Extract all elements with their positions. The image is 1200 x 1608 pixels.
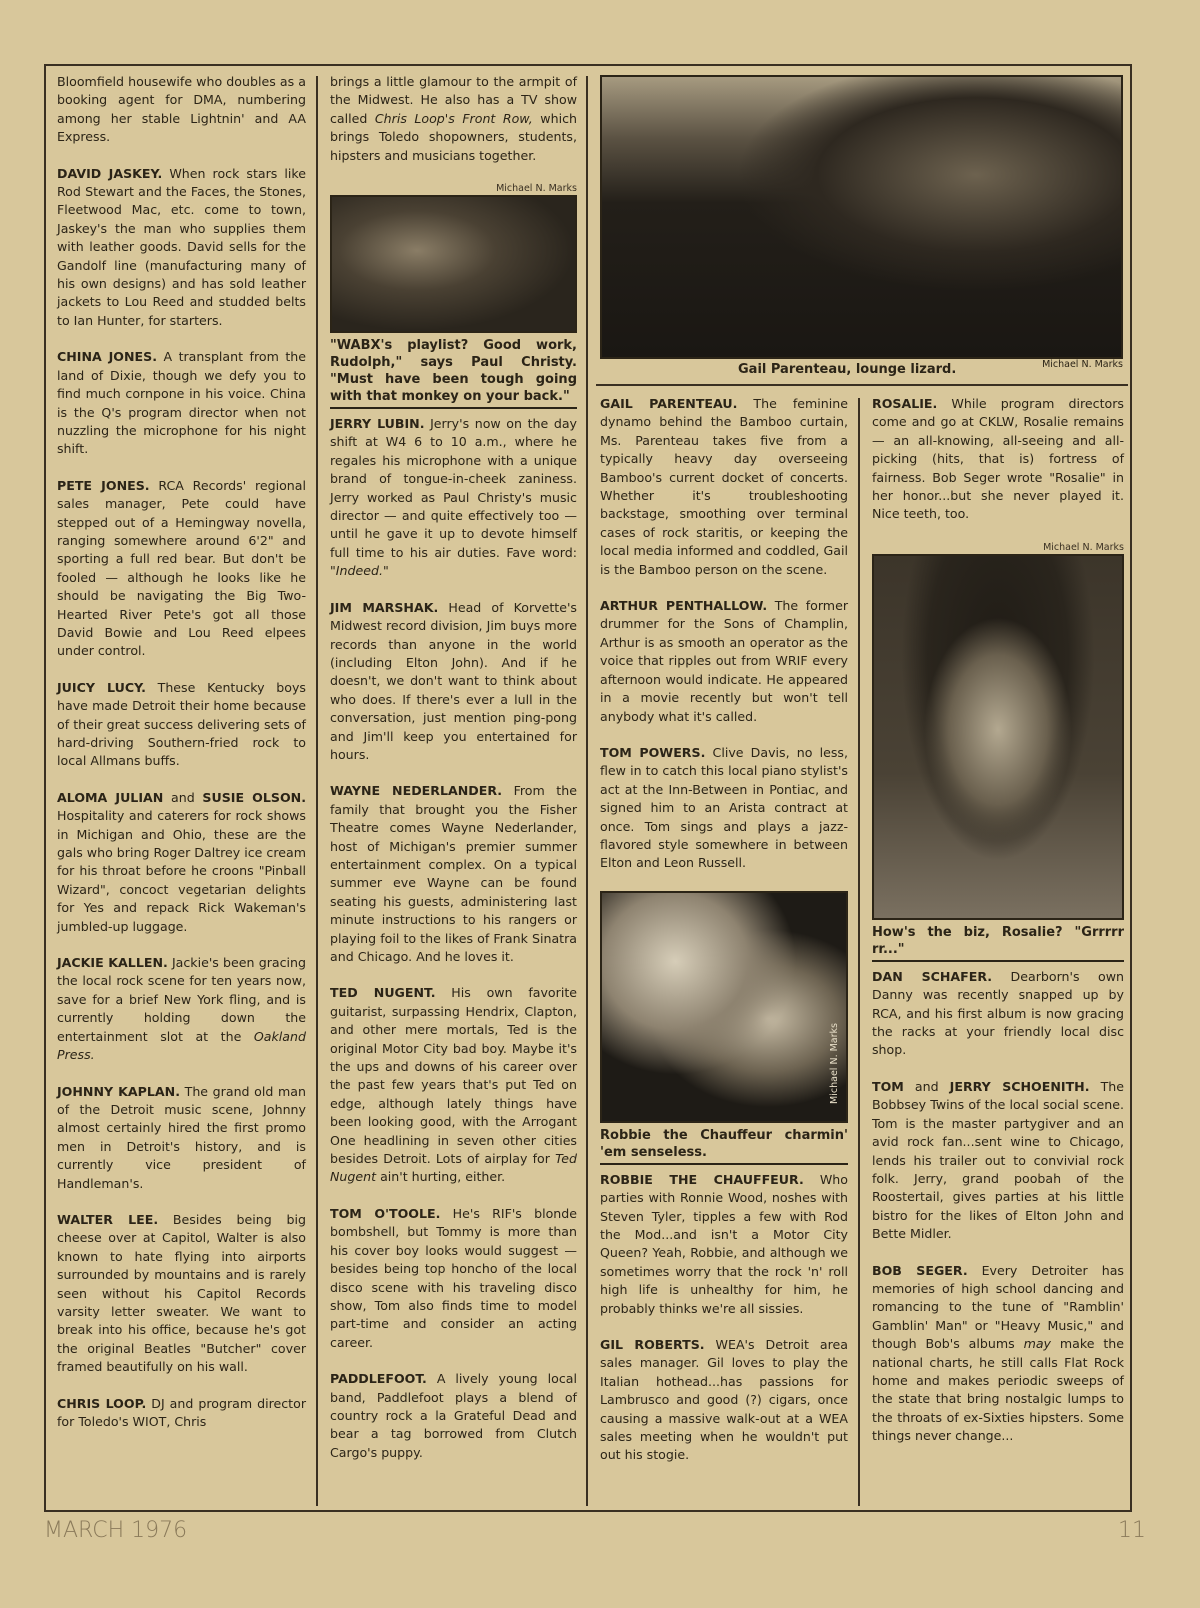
entry-name: JOHNNY KAPLAN. [57,1083,180,1099]
paragraph-text: Besides being big cheese over at Capitol, Walter is also known to hate flying into airports surrounded by mountains and is rarely seen without his Capitol Records varsity letter sweater. We want to break into his office, because he's got the original Beatles "Butcher" cover framed beautifully on his wall. [57,1211,306,1375]
paragraph-text: He's RIF's blonde bombshell, but Tommy is more than his cover boy looks would suggest — besides being top honcho of the local disco scene with his traveling disco show, Tom also finds time to model part-time and consider an acting career. [330,1205,577,1350]
article-paragraph [872,395,1124,524]
column-divider [858,398,860,1506]
photo-credit: Michael N. Marks [1043,541,1124,553]
photo [330,195,577,333]
paragraph-text: While program directors come and go at CKLW, Rosalie remains — an all-knowing, all-seeing and all-picking (hits, that is) fortress of fairness. Bob Seger wrote "Rosalie" in her honor...but she never played it. Nice teeth, too. [872,396,1124,522]
paragraph-text: make the national charts, he still calls Flat Rock home and makes periodic sweeps of the state that bring nostalgic lumps to the throats of ex-Sixties hipsters. Some things never change... [872,1336,1124,1444]
paragraph-text: From the family that brought you the Fisher Theatre comes Wayne Nederlander, host of Michigan's premier summer entertainment complex. On a typical summer eve Wayne can be found seating his guests, administering last minute instructions to his rangers or playing foil to the likes of Frank Sinatra and Chicago. And he loves it. [330,783,577,964]
article-paragraph [330,599,577,765]
paragraph-text: ain't hurting, either. [376,1169,506,1185]
entry-name: ROBBIE THE CHAUFFEUR. [600,1171,804,1187]
photo-block [330,183,577,409]
article-paragraph [57,1211,306,1377]
column-divider [586,76,588,1506]
article-column-4 [872,395,1124,1464]
paragraph-text: Head of Korvette's Midwest record division, Jim buys more records than anyone in the world (including Elton John). And if he doesn't, we don't want to think about who does. If there's ever a lull in the conversation, just mention ping-pong and Jim'll keep you entertained for hours. [330,599,577,762]
paragraph-text: Chris Loop's Front Row, [374,110,533,126]
article-column-1 [57,73,306,1449]
entry-name: ARTHUR PENTHALLOW. [600,598,768,614]
paragraph-text: A lively young local band, Paddlefoot plays a blend of country rock a la Grateful Dead and bear a tag borrowed from Clutch Cargo's puppy. [330,1371,577,1460]
article-column-2 [330,73,577,1480]
entry-name: JUICY LUCY. [57,679,146,695]
entry-name: JERRY LUBIN. [330,416,425,432]
paragraph-text: The former drummer for the Sons of Champlin, Arthur is as smooth an operator as the voice that ripples out from WRIF every afternoon would indicate. He appeared in a movie recently but won't tell anybody what it's called. [600,598,848,724]
article-paragraph [57,348,306,458]
photo-credit: Michael N. Marks [828,1022,840,1104]
article-paragraph [330,984,577,1186]
entry-name: GAIL PARENTEAU. [600,396,738,411]
entry-name: BOB SEGER. [872,1262,968,1278]
article-paragraph [600,744,848,873]
entry-name: JIM MARSHAK. [330,599,439,615]
article-paragraph [872,1078,1124,1244]
paragraph-text: The Bobbsey Twins of the local social scene. Tom is the master partygiver and an avid rock fan...sent wine to Chicago, lends his trailer out to convivial rock folk. Jerry, grand poobah of the Roostertail, gives parties at his little bistro for the likes of Elton John and Bette Midler. [872,1078,1124,1242]
article-paragraph [600,1171,848,1318]
paragraph-text: may [1023,1336,1052,1352]
article-paragraph [57,954,306,1064]
feature-photo-caption: Gail Parenteau, lounge lizard. [738,362,957,377]
entry-name: CHRIS LOOP. [57,1395,147,1411]
article-paragraph [57,679,306,771]
article-paragraph [330,415,577,581]
photo-caption: "WABX's playlist? Good work, Rudolph," says Paul Christy. "Must have been tough going with that monkey on your back." [330,337,577,409]
article-paragraph [57,477,306,661]
article-paragraph [330,782,577,966]
paragraph-text: Bloomfield housewife who doubles as a booking agent for DMA, numbering among her stable Lightnin' and AA Express. [57,74,306,145]
entry-name: WALTER LEE. [57,1211,159,1227]
paragraph-text: The grand old man of the Detroit music scene, Johnny almost certainly hired the first promo men in Detroit's history, and is currently vice president of Handleman's. [57,1083,306,1191]
feature-photo [600,75,1123,359]
entry-name: JACKIE KALLEN. [57,955,168,971]
paragraph-text: His own favorite guitarist, surpassing Hendrix, Clapton, and other mere mortals, Ted is the original Motor City bad boy. Maybe it's the ups and downs of his career over the past few years that's put Ted on edge, although lately things have been looking good, with the Arrogant One headlining in seven other cities besides Detroit. Lots of airplay for [330,985,577,1167]
entry-name: ALOMA JULIAN [57,789,164,805]
photo-block [872,542,1124,962]
paragraph-text: Every Detroiter has memories of high school dancing and romancing to the tune of "Ramblin' Gamblin' Man" or "Heavy Music," and though Bob's albums [872,1262,1124,1352]
issue-date: MARCH 1976 [44,1518,188,1543]
paragraph-text: The feminine dynamo behind the Bamboo curtain, Ms. Parenteau takes five from a typically heavy day overseeing Bamboo's current docket of concerts. Whether it's troubleshooting backstage, smoothing over terminal cases of rock staritis, or keeping the local media informed and coddled, Gail is the Bamboo person on the scene. [600,396,848,577]
article-paragraph [57,73,306,147]
entry-name: TOM [872,1078,904,1094]
paragraph-text: A transplant from the land of Dixie, though we defy you to find much cornpone in his voice. China is the Q's program director when not nuzzling the microphone for his night shift. [57,349,306,457]
paragraph-text: Dearborn's own Danny was recently snapped up by RCA, and his first album is now gracing the racks at your friendly local disc shop. [872,968,1124,1058]
entry-name: SUSIE OLSON. [202,789,306,805]
entry-name: WAYNE NEDERLANDER. [330,783,503,799]
article-paragraph [600,395,848,579]
article-paragraph [57,1083,306,1193]
photo-credit: Michael N. Marks [496,183,577,195]
entry-name: DAVID JASKEY. [57,165,163,181]
photo [600,891,848,1123]
article-paragraph [600,597,848,726]
paragraph-text: Hospitality and caterers for rock shows in Michigan and Ohio, these are the gals who bring Roger Daltrey ice cream for his throat before he croons "Pinball Wizard", concoct vegetarian delights for Yes and repack Rick Wakeman's jumbled-up luggage. [57,808,306,934]
article-paragraph [872,968,1124,1060]
paragraph-text: and [903,1078,950,1094]
paragraph-text: which brings Toledo shopowners, students, hipsters and musicians together. [330,110,577,163]
photo-block [600,891,848,1165]
entry-name: PETE JONES. [57,477,150,493]
caption-rule [596,384,1128,386]
entry-name: TED NUGENT. [330,985,436,1001]
entry-name: GIL ROBERTS. [600,1337,705,1352]
column-divider [316,76,318,1506]
article-paragraph [330,1205,577,1352]
article-paragraph [57,165,306,331]
article-paragraph [330,1370,577,1462]
photo [872,554,1124,920]
article-paragraph [330,73,577,165]
entry-name: CHINA JONES. [57,349,157,365]
paragraph-text: Oakland Press. [57,1028,306,1063]
paragraph-text: and [163,789,203,805]
paragraph-text: When rock stars like Rod Stewart and the Faces, the Stones, Fleetwood Mac, etc. come to town, Jaskey's the man who supplies them with leather goods. David sells for the Gandolf line (manufacturing many of his own designs) and has sold leather jackets to Lou Reed and studded belts to Ian Hunter, for starters. [57,165,306,328]
paragraph-text: "Indeed." [330,563,389,579]
entry-name: TOM O'TOOLE. [330,1205,441,1221]
paragraph-text: These Kentucky boys have made Detroit their home because of their great success delivering sets of hard-driving Southern-fried rock to local Allmans buffs. [57,679,306,769]
paragraph-text: DJ and program director for Toledo's WIOT, Chris [57,1395,306,1429]
article-paragraph [600,1336,848,1465]
paragraph-text: Jackie's been gracing the local rock scene for ten years now, save for a brief New York fling, and is currently holding down the entertainment slot at the [57,955,306,1044]
paragraph-text: RCA Records' regional sales manager, Pete could have stepped out of a Hemingway novella, ranging somewhere around 6'2" and sporting a full red bear. But don't be fooled — although he looks like he should be navigating the Big Two-Hearted River Pete's got all those David Bowie and Lou Reed elpees under control. [57,477,306,659]
photo-caption: Robbie the Chauffeur charmin' 'em senseless. [600,1127,848,1165]
paragraph-text: Clive Davis, no less, flew in to catch this local piano stylist's act at the Inn-Between in Pontiac, and signed him to an Arista contract at once. Tom sings and plays a jazz-flavored style somewhere in between Elton and Leon Russell. [600,744,848,871]
photo-caption: How's the biz, Rosalie? "Grrrrr rr..." [872,924,1124,962]
paragraph-text: Who parties with Ronnie Wood, noshes with Steven Tyler, tipples a few with Rod the Mod...and isn't a Motor City Queen? Yeah, Robbie, and although we sometimes worry that the rock 'n' roll high life is unhealthy for him, he probably thinks we're all sissies. [600,1171,848,1316]
article-column-3 [600,395,848,1483]
entry-name: TOM POWERS. [600,744,706,760]
article-paragraph [872,1262,1124,1446]
entry-name: DAN SCHAFER. [872,968,993,984]
paragraph-text: Jerry's now on the day shift at W4 6 to 10 a.m., where he regales his microphone with a unique brand of tongue-in-cheek zaniness. Jerry worked as Paul Christy's music director — and quite effectively too — until he gave it up to devote himself full time to his air duties. Fave word: [330,416,577,560]
entry-name: JERRY SCHOENITH. [949,1078,1090,1094]
article-paragraph [57,1395,306,1432]
paragraph-text: brings a little glamour to the armpit of the Midwest. He also has a TV show called [330,74,577,126]
feature-photo-caption-row [600,359,1123,380]
entry-name: ROSALIE. [872,396,938,411]
article-paragraph [57,789,306,936]
paragraph-text: Ted Nugent [330,1151,577,1185]
page-number: 11 [1118,1518,1146,1543]
paragraph-text: WEA's Detroit area sales manager. Gil loves to play the Italian hothead...has passions for Lambrusco and good (?) cigars, once causing a massive walk-out at a WEA sales meeting when he wouldn't put out his stogie. [600,1337,848,1463]
photo-credit: Michael N. Marks [1042,359,1123,370]
entry-name: PADDLEFOOT. [330,1371,427,1387]
